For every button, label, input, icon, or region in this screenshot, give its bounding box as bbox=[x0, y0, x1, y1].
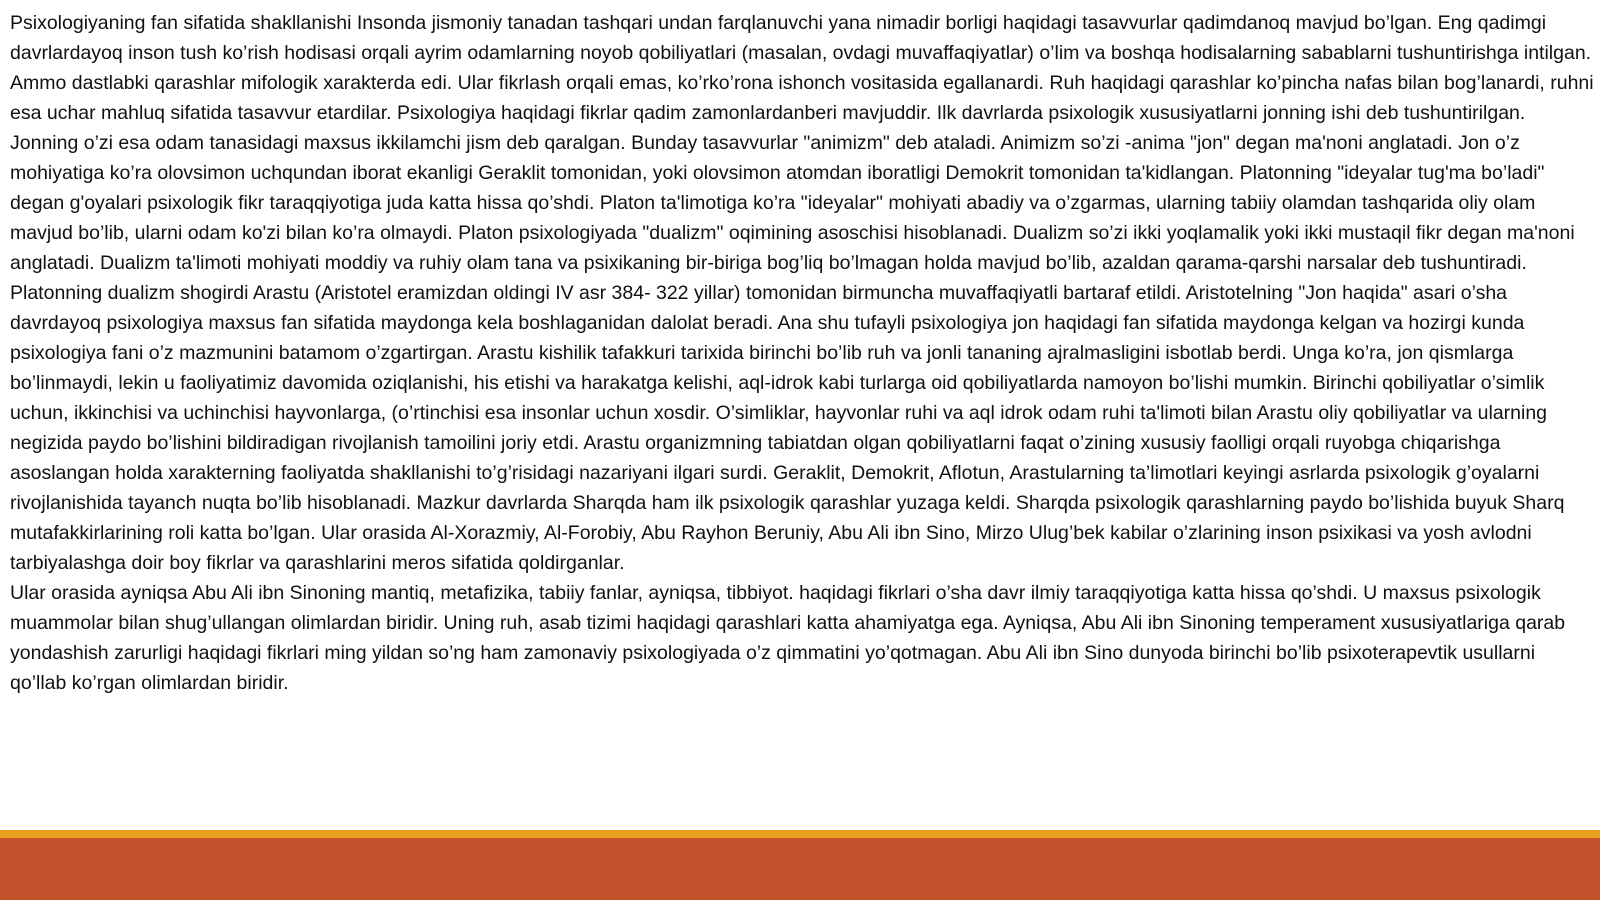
footer-band bbox=[0, 838, 1600, 900]
paragraph-2: Ular orasida ayniqsa Abu Ali ibn Sinoning mantiq, metafizika, tabiiy fanlar, ayniqsa, tibbiyot. haqidagi fikrlari o’sha davr ilmiy taraqqiyotiga katta hissa qo’shdi. U maxsus psixologik muammolar bilan shug’ullangan olimlardan biridir. Uning ruh, asab tizimi haqidagi qarashlari katta ahamiyatga ega. Ayniqsa, Abu Ali ibn Sinoning temperament xususiyatlariga qarab yondashish zarurligi haqidagi fikrlari ming yildan so’ng ham zamonaviy psixologiyada o’z qimmatini yo’qotmagan. Abu Ali ibn Sino dunyoda birinchi bo’lib psixoterapevtik usullarni qo’llab ko’rgan olimlardan biridir. bbox=[10, 582, 1566, 694]
body-text bbox=[10, 8, 1595, 698]
footer-accent-stripe bbox=[0, 830, 1600, 838]
paragraph-1: Psixologiyaning fan sifatida shakllanishi Insonda jismoniy tanadan tashqari undan farqlanuvchi yana nimadir borligi haqidagi tasavvurlar qadimdanoq mavjud bo’lgan. Eng qadimgi davrlardayoq inson tush ko’rish hodisasi orqali ayrim odamlarning noyob qobiliyatlari (masalan, ovdagi muvaffaqiyatlar) o’lim va boshqa hodisalarning sabablarni tushuntirishga intilgan. Ammo dastlabki qarashlar mifologik xarakterda edi. Ular fikrlash orqali emas, ko’rko’rona ishonch vositasida egallanardi. Ruh haqidagi qarashlar ko’pincha nafas bilan bog’lanardi, ruhni esa uchar mahluq sifatida tasavvur etardilar. Psixologiya haqidagi fikrlar qadim zamonlardanberi mavjuddir. Ilk davrlarda psixologik xususiyatlarni jonning ishi deb tushuntirilgan. Jonning o’zi esa odam tanasidagi maxsus ikkilamchi jism deb qaralgan. Bunday tasavvurlar "animizm" deb ataladi. Animizm so’zi -anima "jon" degan ma'noni anglatadi. Jon o’z mohiyatiga ko’ra olovsimon uchqundan iborat ekanligi Geraklit tomonidan, yoki olovsimon atomdan iboratligi Demokrit tomonidan ta'kidlangan. Platonning "ideyalar tug'ma bo’ladi" degan g'oyalari psixologik fikr taraqqiyotiga juda katta hissa qo’shdi. Platon ta'limotiga ko’ra "ideyalar" mohiyati abadiy va o’zgarmas, ularning tabiiy olamdan tashqarida oliy olam mavjud bo’lib, ularni odam ko'zi bilan ko’ra olmaydi. Platon psixologiyada "dualizm" oqimining asoschisi hisoblanadi. Dualizm so’zi ikki yoqlamalik yoki ikki mustaqil fikr degan ma'noni anglatadi. Dualizm ta'limoti mohiyati moddiy va ruhiy olam tana va psixikaning bir-biriga bog’liq bo’lmagan holda mavjud bo’lib, azaldan qarama-qarshi narsalar deb tushuntiradi. Platonning dualizm shogirdi Arastu (Aristotel eramizdan oldingi IV asr 384- 322 yillar) tomonidan birmuncha muvaffaqiyatli bartaraf etildi. Aristotelning "Jon haqida" asari o’sha davrdayoq psixologiya maxsus fan sifatida maydonga kela boshlaganidan dalolat beradi. Ana shu tufayli psixologiya jon haqidagi fan sifatida maydonga kelgan va hozirgi kunda psixologiya fani o’z mazmunini batamom o’zgartirgan. Arastu kishilik tafakkuri tarixida birinchi bo’lib ruh va jonli tananing ajralmasligini isbotlab berdi. Unga ko’ra, jon qismlarga bo’linmaydi, lekin u faoliyatimiz davomida oziqlanishi, his etishi va harakatga kelishi, aql-idrok kabi turlarga oid qobiliyatlarda namoyon bo’lishi mumkin. Birinchi qobiliyatlar o’simlik uchun, ikkinchisi va uchinchisi hayvonlarga, (o’rtinchisi esa insonlar uchun xosdir. O’simliklar, hayvonlar ruhi va aql idrok odam ruhi ta'limoti bilan Arastu oliy qobiliyatlar va ularning negizida paydo bo’lishini bildiradigan rivojlanish tamoilini joriy etdi. Arastu organizmning tabiatdan olgan qobiliyatlarni faqat o’zining xususiy faolligi orqali ruyobga chiqarishga asoslangan holda xarakterning faoliyatda shakllanishi to’g’risidagi nazariyani ilgari surdi. Geraklit, Demokrit, Aflotun, Arastularning ta’limotlari keyingi asrlarda psixologik g’oyalarni rivojlanishida tayanch nuqta bo’lib hisoblanadi. Mazkur davrlarda Sharqda ham ilk psixologik qarashlar yuzaga keldi. Sharqda psixologik qarashlarning paydo bo’lishida buyuk Sharq mutafakkirlarining roli katta bo’lgan. Ular orasida Al-Xorazmiy, Al-Forobiy, Abu Rayhon Beruniy, Abu Ali ibn Sino, Mirzo Ulug’bek kabilar o’zlarining inson psixikasi va yosh avlodni tarbiyalashga doir boy fikrlar va qarashlarini meros sifatida qoldirganlar. bbox=[10, 12, 1594, 574]
